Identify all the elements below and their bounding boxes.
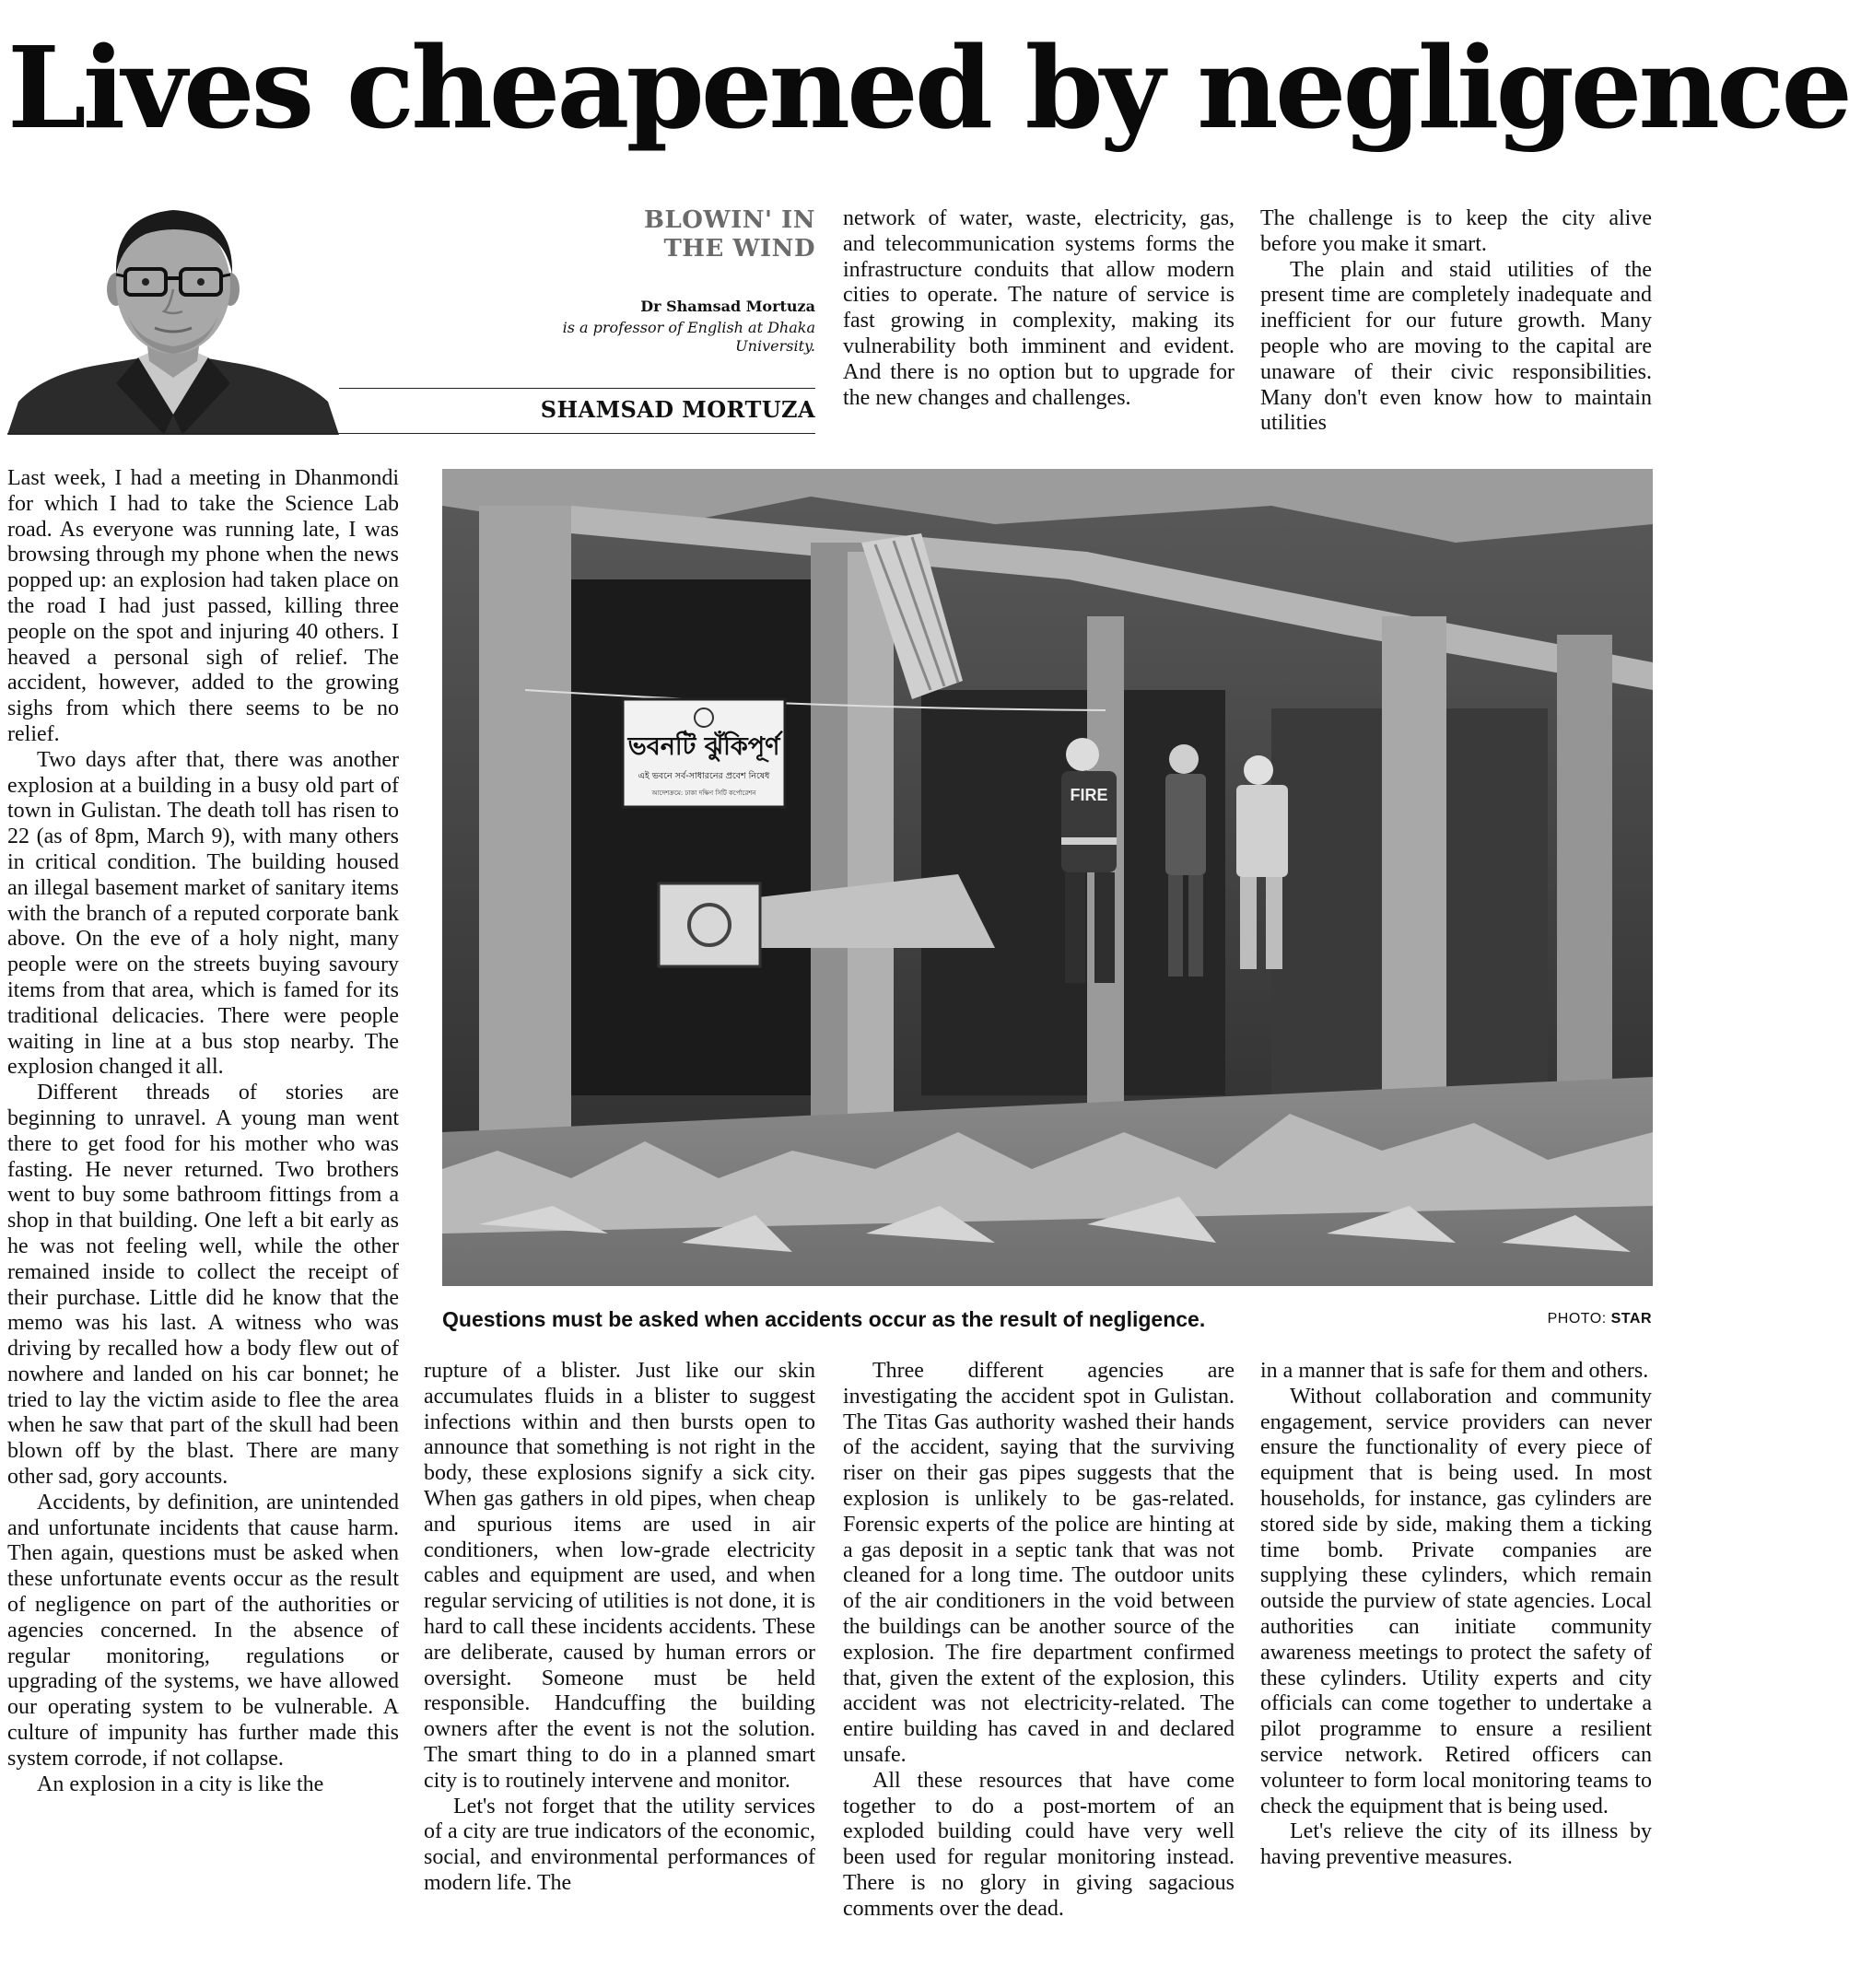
- article-paragraph: Two days after that, there was another explosion at a building in a busy old part of town in Gulistan. The death toll has risen to 22 (as of 8pm, March 9), with many others in critical condition. The building housed an illegal basement market of sanitary items with the branch of a reputed corporate bank above. On the eve of a holy night, many people were on the streets buying savoury items from that area, which is famed for its traditional delicacies. There were people waiting in line at a bus stop nearby. The explosion changed it all.: [7, 747, 399, 1080]
- byline: SHAMSAD MORTUZA: [540, 396, 815, 423]
- photo-credit: [1456, 1309, 1652, 1329]
- photo-credit-label: PHOTO:: [1547, 1311, 1607, 1327]
- author-photo: [7, 193, 339, 435]
- article-paragraph: in a manner that is safe for them and others.: [1260, 1359, 1649, 1383]
- author-name: Dr Shamsad Mortuza: [640, 298, 815, 315]
- column-label-line2: THE WIND: [663, 235, 815, 263]
- photo-credit-source: STAR: [1610, 1311, 1652, 1327]
- article-paragraph: rupture of a blister. Just like our skin accumulates fluids in a blister to suggest infections within and then bursts open to announce that something is not right in the body, these explosions signify a sick city. When gas gathers in old pipes, when cheap and spurious items are used in air conditioners, when low-grade electricity cables and equipment are used, and when regular servicing of utilities is not done, it is hard to call these incidents accidents. These are deliberate, caused by human errors or oversight. Someone must be held responsible. Handcuffing the building owners after the event is not the solution. The smart thing to do in a planned smart city is to routinely intervene and monitor.: [424, 1359, 815, 1793]
- sign-title: ভবনটি ঝুঁকিপূর্ণ: [627, 732, 780, 761]
- article-column-4: [1260, 1359, 1652, 1871]
- article-paragraph: Let's relieve the city of its illness by having preventive measures.: [1260, 1819, 1652, 1870]
- article-paragraph: An explosion in a city is like the: [37, 1772, 324, 1796]
- article-paragraph: Three different agencies are investigating the accident spot in Gulistan. The Titas Gas authority washed their hands of the accident, saying that the surviving riser on their gas pipes suggests that the explosion is unlikely to be gas-related. Forensic experts of the police are hinting at a gas deposit in a septic tank that was not cleaned for a long time. The outdoor units of the air conditioners in the void between the buildings can be another source of the explosion. The fire department confirmed that, given the extent of the explosion, this accident was not electricity-related. The entire building has caved in and declared unsafe.: [843, 1359, 1235, 1767]
- article-paragraph: Without collaboration and community engagement, service providers can never ensure the functionality of every piece of equipment that is being used. In most households, for instance, gas cylinders are stored side by side, making them a ticking time bomb. Private companies are supplying these cylinders, which remain outside the purview of state agencies. Local authorities can initiate community awareness meetings to protect the safety of these cylinders. Utility experts and city officials can come together to undertake a pilot programme to ensure a resilient service network. Retired officers can volunteer to form local monitoring teams to check the equipment that is being used.: [1260, 1384, 1652, 1818]
- column-label: [516, 206, 815, 263]
- article-top-column-4: [1260, 206, 1652, 437]
- byline-divider: [339, 388, 815, 389]
- article-paragraph: network of water, waste, electricity, gas, and telecommunication systems forms the infrastructure conduits that allow modern cities to operate. The nature of service is fast growing in complexity, making its vulnerability both imminent and evident. And there is no option but to upgrade for the new changes and challenges.: [843, 206, 1235, 410]
- article-column-1: [7, 466, 399, 1797]
- sign-authority: আদেশক্রমে: ঢাকা দক্ষিণ সিটি কর্পোরেশন: [651, 789, 756, 797]
- article-paragraph: The plain and staid utilities of the present time are completely inadequate and inefficient for our future growth. Many people who are moving to the capital are unaware of their civic responsibilities. Many don't even know how to maintain utilities: [1260, 257, 1652, 436]
- article-paragraph: The challenge is to keep the city alive before you make it smart.: [1260, 206, 1652, 256]
- article-paragraph: Let's not forget that the utility services of a city are true indicators of the economic, social, and environmental performances of modern life. The: [424, 1794, 815, 1895]
- generator: [659, 883, 760, 966]
- article-top-column-3: [843, 206, 1235, 411]
- byline-bottom-divider: [7, 433, 815, 434]
- article-column-3: [843, 1359, 1235, 1923]
- article-paragraph: All these resources that have come together to do a post-mortem of an exploded building could have very well been used for regular monitoring instead. There is no glory in giving sagacious comments over the dead.: [843, 1768, 1235, 1921]
- article-paragraph: Different threads of stories are beginning to unravel. A young man went there to get food for his mother who was fasting. He never returned. Two brothers went to buy some bathroom fittings from a shop in that building. One left a bit early as he was not feeling well, while the other remained inside to collect the receipt of their purchase. Little did he know that the memo was his last. A witness who was driving by recalled how a body flew out of nowhere and landed on his car bonnet; he tried to lay the victim aside to flee the area when he saw that part of the skull had been blown off by the blast. There are many other sad, gory accounts.: [7, 1081, 399, 1490]
- headline: Lives cheapened by negligence: [7, 21, 1849, 154]
- sign-subtitle: এই ভবনে সর্ব-সাধারনের প্রবেশ নিষেধ: [638, 771, 770, 781]
- photo-caption: Questions must be asked when accidents occur as the result of negligence.: [442, 1307, 1206, 1331]
- article-paragraph: Last week, I had a meeting in Dhanmondi for which I had to take the Science Lab road. As everyone was running late, I was browsing through my phone when the news popped up: an explosion had taken place on the road I had just passed, killing three people on the spot and injuring 40 others. I heaved a personal sigh of relief. The accident, however, added to the growing sighs from which there seems to be no relief.: [7, 466, 399, 746]
- column-label-line1: BLOWIN' IN: [644, 206, 815, 234]
- article-column-2: [424, 1359, 815, 1897]
- article-paragraph: Accidents, by definition, are unintended and unfortunate incidents that cause harm. Then again, questions must be asked when these unfortunate events occur as the result of negligence on part of the authorities or agencies concerned. In the absence of regular monitoring, regulations or upgrading of the systems, we have allowed our operating system to be vulnerable. A culture of impunity has further made this system corrode, if not collapse.: [7, 1490, 399, 1771]
- news-photo: [442, 469, 1653, 1286]
- fire-vest-text: FIRE: [1070, 786, 1108, 804]
- author-bio: is a professor of English at Dhaka University.: [562, 319, 815, 355]
